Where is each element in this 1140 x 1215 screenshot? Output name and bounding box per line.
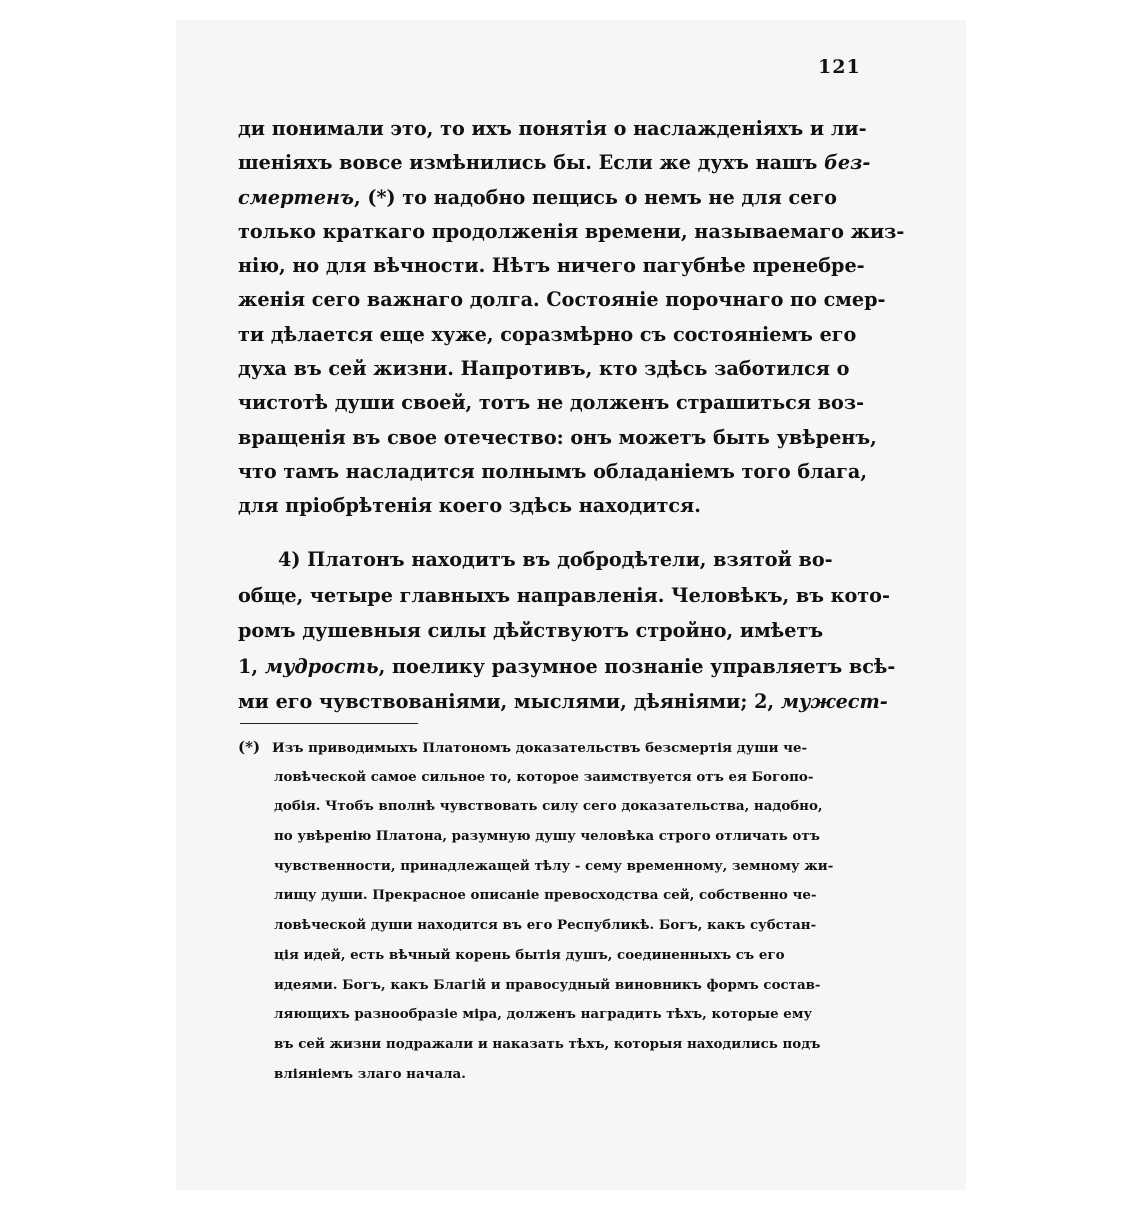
footnote-line: ляющихъ разнообразіе міра, долженъ наградить тѣхъ, которые ему [274,1006,813,1023]
footnote-line: въ сей жизни подражали и наказать тѣхъ, которыя находились подъ [274,1035,821,1052]
italic-word: смертенъ [238,185,354,209]
text-line: для пріобрѣтенія коего здѣсь находится. [238,494,701,518]
text-line [238,684,888,720]
footnote-line [238,733,862,763]
footnote-line: ловѣческой самое сильное то, которое заимствуется отъ ея Богопо- [274,768,814,785]
text-line: обще, четыре главныхъ направленія. Человѣкъ, въ кото- [238,583,890,607]
text-line: ди понимали это, то ихъ понятія о наслажденіяхъ и ли- [238,117,867,140]
footnote-line: добія. Чтобъ вполнѣ чувствовать силу сего доказательства, надобно, [274,798,823,815]
footnote-line: вліяніемъ злаго начала. [274,1065,466,1082]
page-number: 121 [818,56,861,78]
paragraph-1 [238,112,905,524]
text-line-part: 1, [238,654,265,678]
text-line: нію, но для вѣчности. Нѣтъ ничего пагубнѣе пренебре- [238,254,865,278]
footnote-text: Изъ приводимыхъ Платономъ доказательствъ безсмертія души че- [272,740,808,756]
text-line-part: , поелику разумное познаніе управляетъ всѣ- [378,654,896,678]
text-line-part: шеніяхъ вовсе измѣнились бы. Если же духъ нашъ [238,151,825,175]
italic-word: без- [824,151,871,175]
footnote-line: ловѣческой души находится въ его Республикѣ. Богъ, какъ субстан- [274,917,817,934]
text-line: что тамъ насладится полнымъ обладаніемъ того блага, [238,459,868,483]
text-line: чистотѣ души своей, тотъ не долженъ страшиться воз- [238,391,865,415]
paragraph-2 [238,542,896,720]
footnote-line: по увѣренію Платона, разумную душу человѣка строго отличать отъ [274,828,820,845]
text-line: женія сего важнаго долга. Состояніе порочнаго по смер- [238,288,886,312]
text-line [238,181,860,215]
text-line-part: , (*) то надобно пещись о немъ не для сего [354,185,837,209]
footnote-line: идеями. Богъ, какъ Благій и правосудный виновникъ формъ состав- [274,976,821,993]
footnote-line: ція идей, есть вѣчный корень бытія душъ, соединенныхъ съ его [274,946,785,963]
footnote-divider [240,723,418,724]
text-line: ти дѣлается еще хуже, соразмѣрно съ состояніемъ его [238,322,857,346]
text-line: 4) Платонъ находитъ въ добродѣтели, взятой во- [278,548,833,571]
footnote-line: чувственности, принадлежащей тѣлу - сему временному, земному жи- [274,857,834,874]
italic-word: мудрость [264,654,379,678]
text-line: духа въ сей жизни. Напротивъ, кто здѣсь заботился о [238,357,850,381]
footnote-line: лищу души. Прекрасное описаніе превосходства сей, собственно че- [274,887,817,904]
footnote [238,733,862,1089]
footnote-mark: (*) [238,738,261,756]
text-line: только краткаго продолженія времени, называемаго жиз- [238,219,905,243]
italic-word: мужест- [780,690,888,713]
text-line [238,146,871,180]
text-line-part: ми его чувствованіями, мыслями, дѣяніями; 2, [238,690,781,713]
text-line: вращенія въ свое отечество: онъ можетъ быть увѣренъ, [238,425,877,449]
text-line [238,649,896,685]
text-line: ромъ душевныя силы дѣйствуютъ стройно, имѣетъ [238,619,824,642]
